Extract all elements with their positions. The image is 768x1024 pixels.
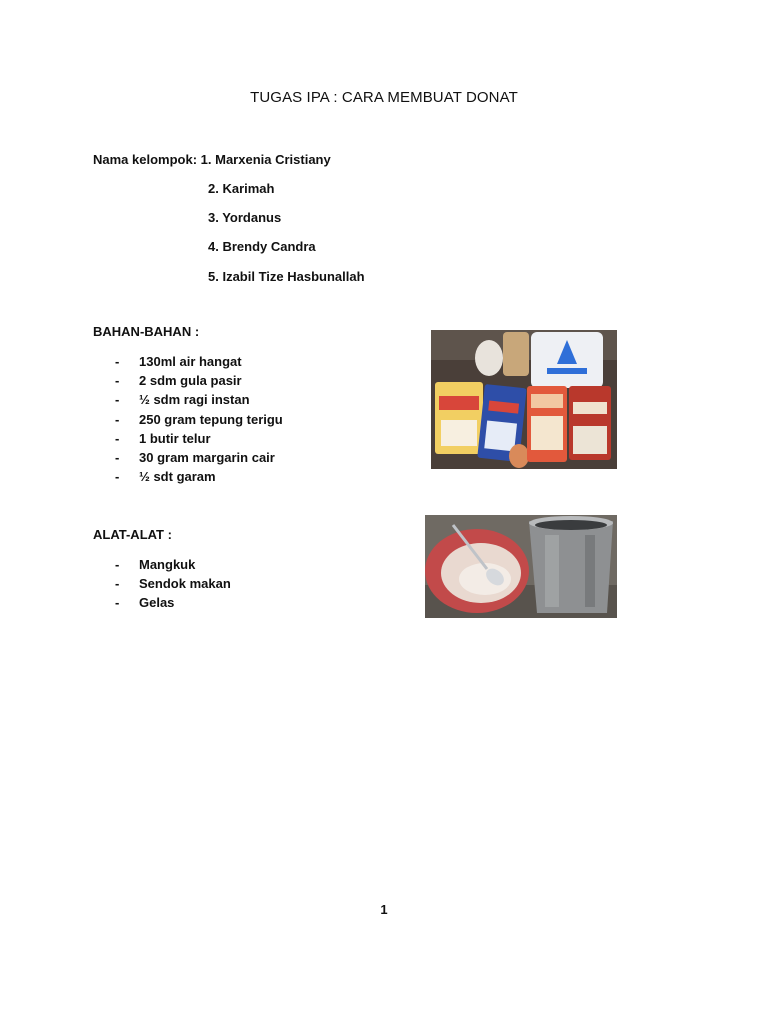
- bullet-dash: -: [115, 392, 120, 408]
- tool-text: Mangkuk: [139, 557, 196, 572]
- group-label: Nama kelompok:: [93, 152, 198, 167]
- group-member-3: 3. Yordanus: [208, 210, 282, 225]
- document-title: TUGAS IPA : CARA MEMBUAT DONAT: [250, 89, 518, 106]
- ingredients-heading: BAHAN-BAHAN :: [93, 324, 200, 339]
- ingredients-photo: [431, 330, 617, 469]
- ingredient-text: 130ml air hangat: [139, 354, 242, 369]
- bullet-dash: -: [115, 354, 120, 369]
- ingredient-text: 2 sdm gula pasir: [139, 373, 242, 389]
- page-number: 1: [380, 902, 388, 917]
- ingredient-text: ½ sdm ragi instan: [139, 392, 250, 408]
- ingredient-text: ½ sdt garam: [139, 469, 216, 485]
- ingredient-text: 250 gram tepung terigu: [139, 411, 283, 427]
- group-member-2: 2. Karimah: [208, 181, 275, 196]
- bullet-dash: -: [115, 430, 120, 446]
- bullet-dash: -: [115, 373, 120, 389]
- bullet-dash: -: [115, 469, 120, 485]
- bullet-dash: -: [115, 449, 120, 465]
- group-member-5: 5. Izabil Tize Hasbunallah: [208, 269, 365, 284]
- ingredient-text: 1 butir telur: [139, 430, 211, 446]
- tools-photo: [425, 515, 617, 618]
- bullet-dash: -: [115, 576, 120, 592]
- ingredients-photo-drawing: [431, 330, 617, 469]
- tools-heading: ALAT-ALAT :: [93, 527, 172, 542]
- tool-text: Gelas: [139, 595, 175, 611]
- group-member-1: 1. Marxenia Cristiany: [200, 152, 331, 167]
- group-member-4: 4. Brendy Candra: [208, 239, 316, 254]
- bullet-dash: -: [115, 557, 120, 572]
- tool-text: Sendok makan: [139, 576, 231, 592]
- tools-photo-drawing: [425, 515, 617, 618]
- bullet-dash: -: [115, 595, 120, 611]
- group-label-line: [93, 152, 331, 167]
- ingredient-text: 30 gram margarin cair: [139, 449, 275, 465]
- bullet-dash: -: [115, 411, 120, 427]
